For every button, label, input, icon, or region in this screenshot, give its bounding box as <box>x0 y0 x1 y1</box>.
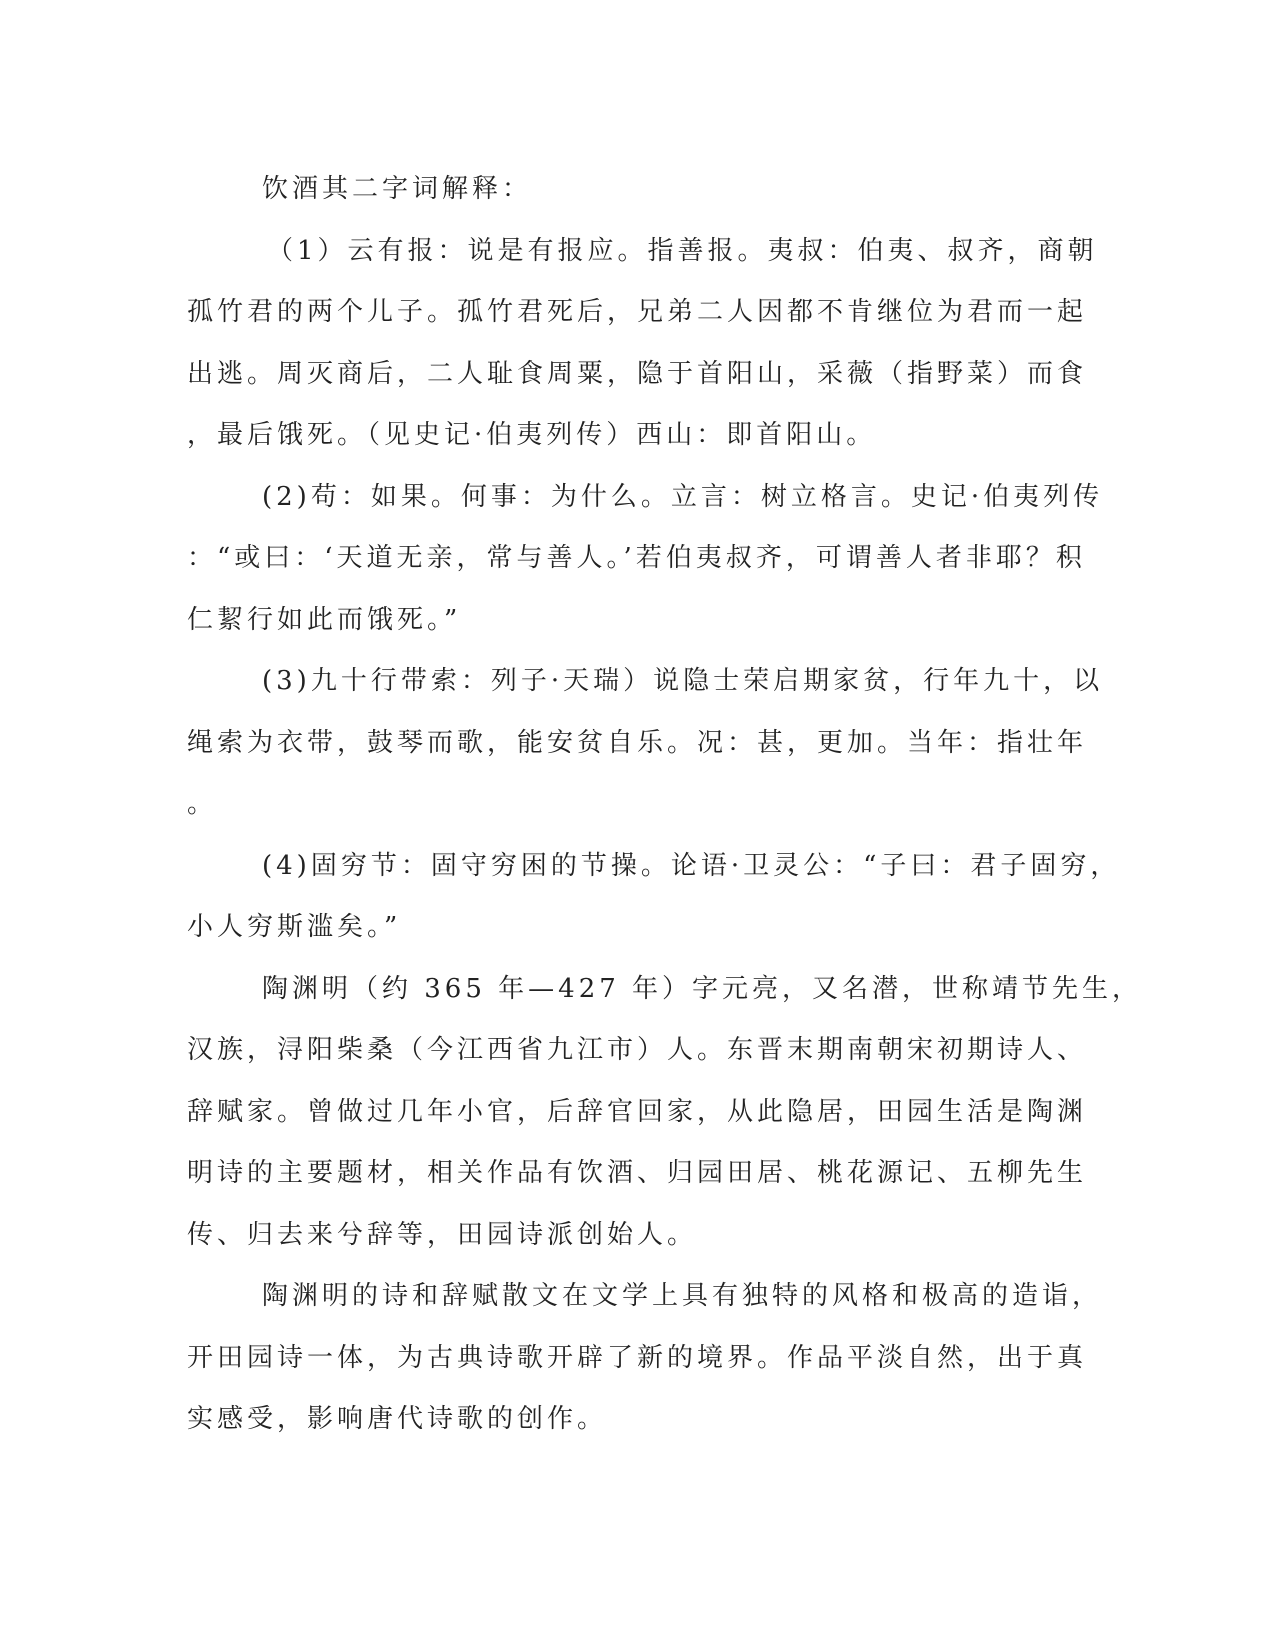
paragraph-line: 辞赋家。曾做过几年小官，后辞官回家，从此隐居，田园生活是陶渊 <box>187 1096 1088 1127</box>
paragraph-line: 小人穷斯滥矣。” <box>187 912 402 942</box>
paragraph-line: (4)固穷节：固守穷困的节操。论语·卫灵公：“子曰：君子固穷， <box>262 850 1121 881</box>
paragraph-line: (2)苟：如果。何事：为什么。立言：树立格言。史记·伯夷列传 <box>262 481 1104 512</box>
paragraph-line: 孤竹君的两个儿子。孤竹君死后，兄弟二人因都不肯继位为君而一起 <box>187 297 1088 327</box>
note-paragraph-4 <box>187 836 1121 959</box>
style-paragraph <box>187 1266 1103 1451</box>
section-heading: 饮酒其二字词解释： <box>262 174 533 204</box>
biography-paragraph <box>187 959 1143 1267</box>
paragraph-line: 仁絜行如此而饿死。” <box>187 604 462 635</box>
paragraph-line: 实感受，影响唐代诗歌的创作。 <box>187 1404 608 1434</box>
paragraph-line: 绳索为衣带，鼓琴而歌，能安贫自乐。况：甚，更加。当年：指壮年 <box>187 727 1088 758</box>
note-paragraph-3 <box>187 651 1104 836</box>
paragraph-line: 明诗的主要题材，相关作品有饮酒、归园田居、桃花源记、五柳先生 <box>187 1158 1088 1188</box>
paragraph-line: ：“或曰：‘天道无亲，常与善人。’若伯夷叔齐，可谓善人者非耶？积 <box>187 543 1086 573</box>
paragraph-line: 传、归去来兮辞等，田园诗派创始人。 <box>187 1219 698 1250</box>
paragraph-line: 。 <box>187 789 218 819</box>
paragraph-line: 陶渊明的诗和辞赋散文在文学上具有独特的风格和极高的造诣， <box>262 1281 1103 1311</box>
paragraph-line: 开田园诗一体，为古典诗歌开辟了新的境界。作品平淡自然，出于真 <box>187 1342 1088 1373</box>
paragraph-line: 陶渊明（约 365 年—427 年）字元亮，又名潜，世称靖节先生， <box>262 973 1143 1004</box>
paragraph-line: ，最后饿死。（见史记·伯夷列传）西山：即首阳山。 <box>187 420 877 450</box>
document-body <box>187 159 1143 1451</box>
paragraph-line: （1）云有报：说是有报应。指善报。夷叔：伯夷、叔齐，商朝 <box>267 235 1098 266</box>
note-paragraph-1 <box>187 221 1098 467</box>
note-paragraph-2 <box>187 467 1104 652</box>
paragraph-line: (3)九十行带索：列子·天瑞）说隐士荣启期家贫，行年九十，以 <box>262 666 1104 696</box>
paragraph-line: 出逃。周灭商后，二人耻食周粟，隐于首阳山，采薇（指野菜）而食 <box>187 358 1088 389</box>
paragraph-line: 汉族，浔阳柴桑（今江西省九江市）人。东晋末期南朝宋初期诗人、 <box>187 1035 1088 1065</box>
